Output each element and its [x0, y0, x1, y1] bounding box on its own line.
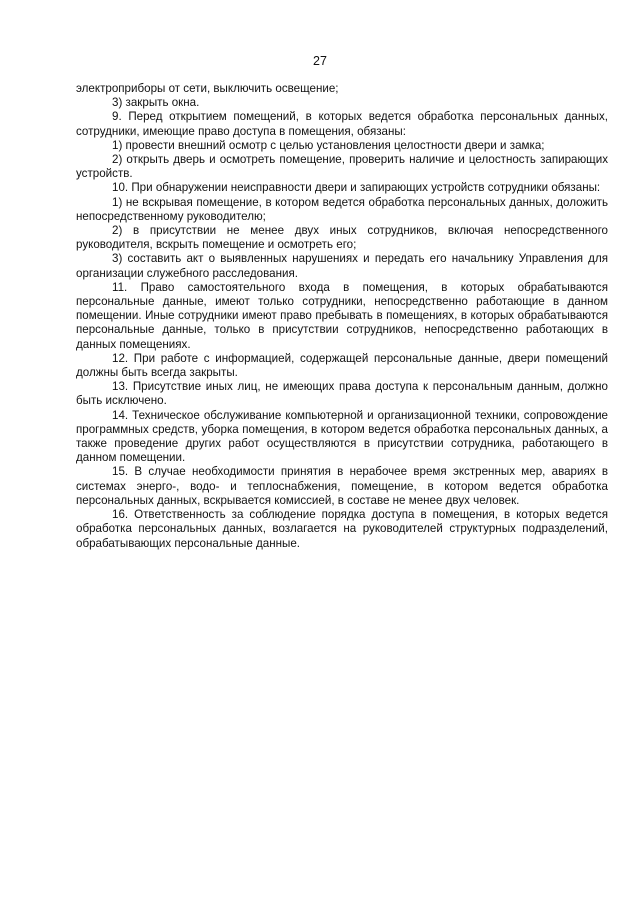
page-number: 27: [313, 54, 327, 68]
paragraph: 12. При работе с информацией, содержащей персональные данные, двери помещений должны быть всегда закрыты.: [76, 351, 608, 380]
paragraph: электроприборы от сети, выключить освещение;: [76, 82, 339, 95]
paragraph: 16. Ответственность за соблюдение порядка доступа в помещения, в которых ведется обработка персональных данных, возлагается на руководителей структурных подразделений, обрабатывающих персональные данные.: [76, 508, 608, 550]
paragraph: 9. Перед открытием помещений, в которых ведется обработка персональных данных, сотрудники, имеющие право доступа в помещения, обязаны:: [76, 110, 608, 138]
paragraph: 13. Присутствие иных лиц, не имеющих права доступа к персональным данным, должно быть исключено.: [76, 380, 608, 408]
paragraph: 15. В случае необходимости принятия в нерабочее время экстренных мер, авариях в системах энерго-, водо- и теплоснабжения, помещение, в котором ведется обработка персональных данных, вскрывается комиссией, в составе не менее двух человек.: [76, 465, 608, 507]
paragraph: 2) открыть дверь и осмотреть помещение, проверить наличие и целостность запирающих устройств.: [76, 153, 608, 181]
body-text: [76, 82, 608, 551]
paragraph: 14. Техническое обслуживание компьютерной и организационной техники, сопровождение программных средств, уборка помещения, в котором ведется обработка персональных данных, а также проведение других работ осуществляются в присутствии сотрудника, работающего в данном помещении.: [76, 408, 608, 465]
paragraph: 3) закрыть окна.: [112, 96, 200, 110]
paragraph: 11. Право самостоятельного входа в помещения, в которых обрабатываются персональные данные, имеют только сотрудники, непосредственно работающие в данном помещении. Иные сотрудники имеют право пребывать в помещениях, в которых обрабатываются персональные данные, только в присутствии сотрудников, непосредственно работающих в данных помещениях.: [76, 280, 608, 351]
paragraph: 10. При обнаружении неисправности двери и запирающих устройств сотрудники обязаны:: [112, 181, 601, 195]
paragraph: 3) составить акт о выявленных нарушениях и передать его начальнику Управления для организации служебного расследования.: [76, 252, 608, 280]
paragraph: 1) провести внешний осмотр с целью установления целостности двери и замка;: [112, 138, 545, 152]
paragraph: 1) не вскрывая помещение, в котором ведется обработка персональных данных, доложить непосредственному руководителю;: [76, 195, 608, 223]
paragraph: 2) в присутствии не менее двух иных сотрудников, включая непосредственного руководителя, вскрыть помещение и осмотреть его;: [76, 224, 608, 252]
